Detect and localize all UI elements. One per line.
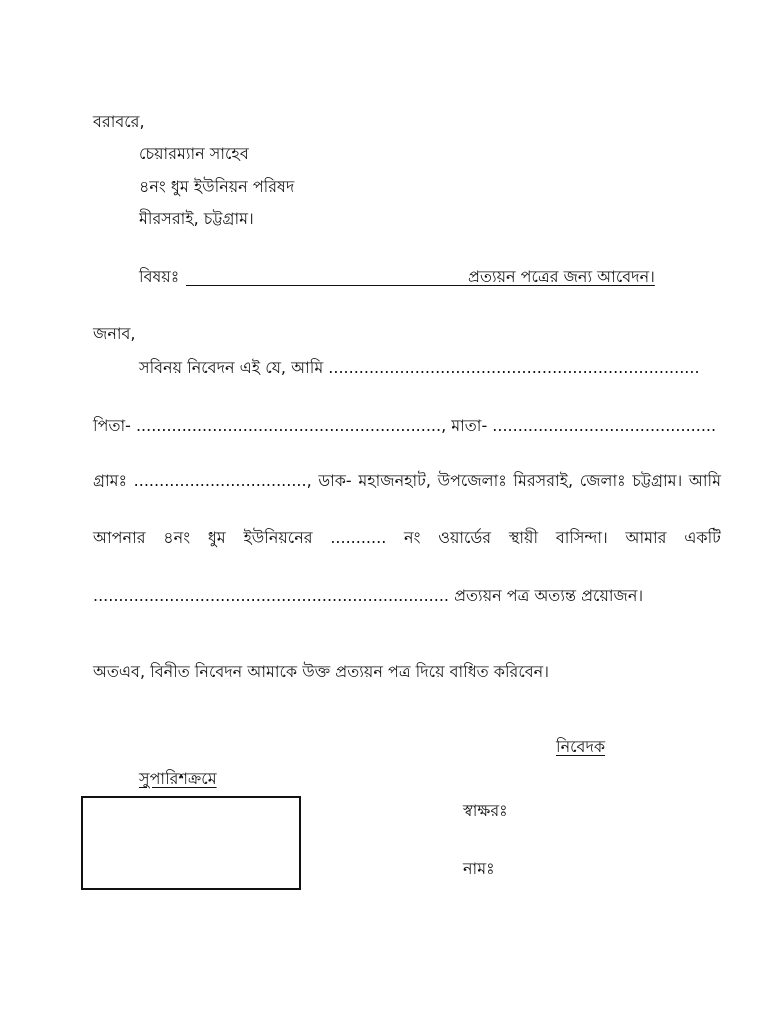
word: আমি bbox=[688, 471, 721, 490]
word: ৪নং bbox=[163, 528, 191, 547]
subject-label: বিষয়ঃ bbox=[139, 267, 180, 286]
blank-field: ........... bbox=[330, 528, 387, 547]
subject-underline bbox=[186, 285, 468, 286]
word: ধুম bbox=[207, 528, 226, 547]
recipient-office: ৪নং ধুম ইউনিয়ন পরিষদ bbox=[139, 177, 295, 196]
ward-resident-line bbox=[93, 528, 721, 548]
word: ডাক- bbox=[318, 471, 352, 490]
word: ইউনিয়নের bbox=[243, 528, 313, 547]
blank-field: .................................., bbox=[133, 471, 312, 490]
word: চট্টগ্রাম। bbox=[632, 471, 683, 490]
word: মহাজনহাট, bbox=[358, 471, 431, 490]
salutation-to: বরাবরে, bbox=[93, 112, 145, 131]
word: আপনার bbox=[93, 528, 146, 547]
applicant-label: নিবেদক bbox=[556, 737, 606, 756]
recommendation-box bbox=[81, 796, 301, 890]
subject-text: প্রত্যয়ন পত্রের জন্য আবেদন। bbox=[468, 267, 655, 286]
word: বাসিন্দা। bbox=[555, 528, 608, 547]
certificate-need-line: ...................................................................... প্রত্যয়ন পত্র অত্যন্ত প্রয়োজন। bbox=[93, 586, 644, 605]
word: জেলাঃ bbox=[579, 471, 626, 490]
name-label: নামঃ bbox=[463, 859, 495, 878]
father-mother-line: পিতা- ............................................................, মাতা- ............................................ bbox=[93, 416, 717, 435]
word: একটি bbox=[684, 528, 721, 547]
word: গ্রামঃ bbox=[93, 471, 128, 490]
recommendation-label: সুপারিশক্রমে bbox=[139, 769, 217, 788]
recipient-title: চেয়ারম্যান সাহেব bbox=[139, 144, 249, 163]
signature-label: স্বাক্ষরঃ bbox=[463, 801, 508, 820]
word: মিরসরাই, bbox=[513, 471, 574, 490]
word: আমার bbox=[625, 528, 667, 547]
village-address-line bbox=[93, 471, 721, 491]
greeting: জনাব, bbox=[93, 324, 136, 343]
closing-request: অতএব, বিনীত নিবেদন আমাকে উক্ত প্রত্যয়ন পত্র দিয়ে বাধিত করিবেন। bbox=[93, 662, 549, 681]
recipient-address: মীরসরাই, চট্টগ্রাম। bbox=[139, 209, 254, 228]
word: নং bbox=[404, 528, 421, 547]
word: ওয়ার্ডের bbox=[438, 528, 492, 547]
word: স্থায়ী bbox=[508, 528, 539, 547]
word: উপজেলাঃ bbox=[437, 471, 507, 490]
body-intro-line: সবিনয় নিবেদন এই যে, আমি ......................................................................... bbox=[139, 358, 700, 377]
